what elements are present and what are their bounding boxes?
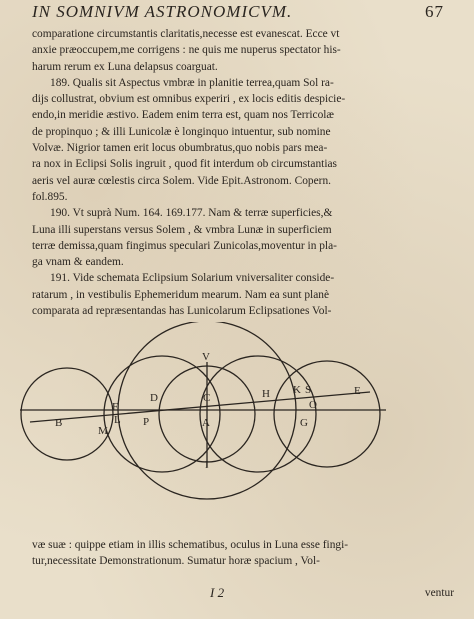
text-line: endo,in meridie æstivo. Eadem enim terra est, quam nos Terricolæ — [32, 109, 335, 122]
text-line: de propinquo ; & illi Lunicolæ è longinquo intuentur, sub nomine — [32, 125, 331, 138]
text-line: harum rerum ex Luna delapsus coarguat. — [32, 60, 218, 73]
body-text-bottom — [32, 537, 452, 570]
label-P: P — [143, 416, 150, 428]
signature-mark: I 2 — [210, 585, 225, 600]
label-A: A — [202, 417, 210, 429]
text-line: 191. Vide schemata Eclipsium Solarium vniversaliter conside- — [50, 272, 335, 285]
label-V: V — [202, 351, 210, 363]
text-line: ra nox in Eclipsi Solis ingruit , quod fit interdum ob circumstantias — [32, 158, 337, 171]
label-O: O — [309, 399, 317, 411]
label-E: E — [354, 385, 361, 397]
eclipse-diagram — [0, 322, 474, 522]
label-I: I — [205, 459, 209, 471]
label-H: H — [262, 388, 270, 400]
text-line: comparata ad repræsentandas has Lunicolarum Eclipsationes Vol- — [32, 305, 332, 318]
label-K: K — [293, 384, 301, 396]
catchword: ventur — [424, 587, 454, 599]
text-line: væ suæ : quippe etiam in illis schematibus, oculus in Luna esse fingi- — [32, 539, 349, 551]
text-line: anxie præoccupem,me corrigens : ne quis me nuperus spectator his- — [32, 44, 341, 57]
running-header — [32, 2, 444, 24]
text-line: comparatione circumstantis claritatis,necesse est evanescat. Ecce vt — [32, 28, 340, 40]
text-line: Volvæ. Nigrior tamen erit locus obumbratus,quo nobis pars mea- — [32, 142, 328, 155]
label-M: M — [98, 425, 108, 437]
label-L: L — [114, 414, 121, 426]
label-D: D — [150, 392, 158, 404]
text-line: dijs collustrat, obvium est omnibus experiri , ex locis editis despicie- — [32, 93, 346, 106]
label-B: B — [55, 417, 63, 429]
running-title: IN SOMNIVM ASTRONOMICVM. — [32, 2, 293, 21]
text-line: Luna illi superstans versus Solem , & vmbra Lunæ in superficiem — [32, 223, 332, 236]
text-line: ratarum , in vestibulis Ephemeridum mearum. Nam ea sunt planè — [32, 288, 330, 301]
text-line: ga vnam & eandem. — [32, 256, 124, 269]
label-F: F — [112, 401, 119, 413]
page-number: 67 — [425, 2, 444, 21]
text-line: aeris vel auræ cœlestis circa Solem. Vide Epit.Astronom. Copern. — [32, 174, 331, 187]
circle-right-small — [274, 361, 380, 467]
text-line: terræ demissa,quam fingimus speculari Zunicolas,moventur in pla- — [32, 239, 337, 252]
label-C: C — [203, 392, 211, 404]
text-line: tur,necessitate Demonstrationum. Sumatur horæ spacium , Vol- — [32, 555, 320, 568]
circle-right — [200, 356, 316, 472]
text-line: 190. Vt suprà Num. 164. 169.177. Nam & terræ superficies,& — [50, 207, 333, 220]
circle-left-small — [21, 368, 113, 460]
body-text — [32, 26, 452, 319]
label-G: G — [300, 417, 308, 429]
text-line: 189. Qualis sit Aspectus vmbræ in planitie terrea,quam Sol ra- — [50, 76, 334, 89]
label-S: S — [305, 384, 312, 396]
text-line: fol.895. — [32, 190, 68, 203]
